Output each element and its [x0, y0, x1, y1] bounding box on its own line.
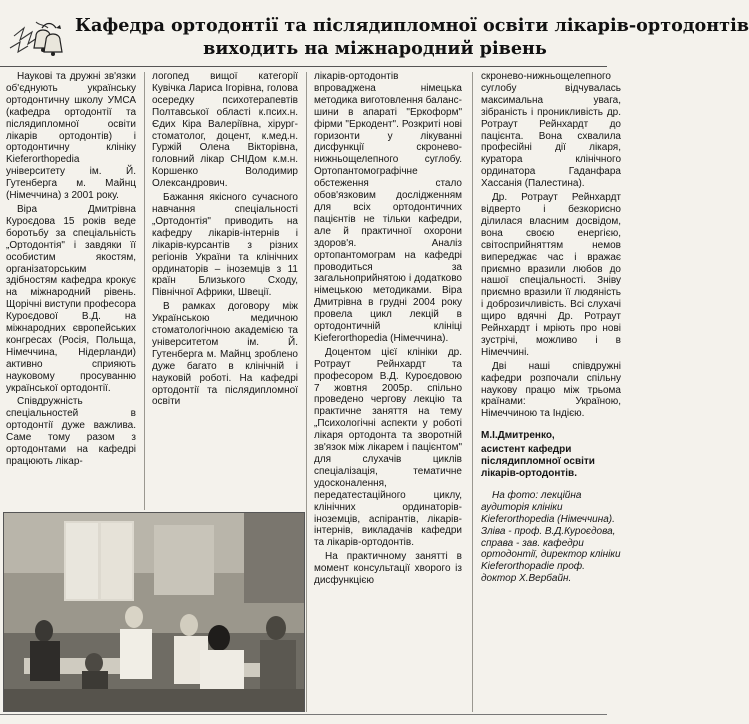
article-headline [75, 14, 749, 60]
paragraph: лікарів-ортодонтів впроваджена німецька методика виготовлення баланс-шини в апараті "Еркоформ" фірми "Еркодент". Розкриті нові горизонти у лікуванні дисфункції скронево-нижньощелепного суглобу. Ортопантомографічне обстеження стало обов'язковим дослідженням для всіх ортодонтичних пацієнтів не тільки кафедри, але й практичної охорони здоров'я. Аналіз ортопантомограм на кафедрі проводиться за загальноприйнятою і додатково німецькою методиками. Віра Дмитрівна в грудні 2004 року провела цикл лекцій в ортодонтичній клініці Kieferorthopedia (Німеччина). [314, 71, 462, 344]
column-divider [472, 72, 473, 712]
article-column-3 [314, 71, 462, 716]
paragraph: Дві наші співдружні кафедри розпочали спільну наукову працю між трьома країнами: Україною, Німеччиною та Індією. [481, 360, 621, 420]
caption-text: На фото: лекційна аудиторія клініки Kieferorthopedia (Німеччина). Зліва - проф. В.Д.Куроєдова, справа - зав. кафедри ортодонтії, директор клініки Kieferorthopadie проф. доктор Х.Вербайн. [481, 489, 621, 585]
author-name: М.І.Дмитренко, [481, 430, 555, 442]
article-column-4 [481, 71, 621, 585]
paragraph: логопед вищої категорії Кувічка Лариса Ігорівна, голова осередку психотерапевтів Полтавської області к.псих.н. Єдих Кіра Валеріївна, хірург-стоматолог, доцент, к.мед.н. Гуржій Олена Вікторівна, головний лікар СНІДом к.м.н. Коршенко Володимир Олександрович. [152, 71, 298, 190]
paragraph: Наукові та дружні зв'язки об'єднують українську ортодонтичну школу УМСА (кафедра ортодонтії та післядипломної освіти лікарів ортодонтів) і ортодонтичну клініку Kieferorthopedia університету ім. Й. Гутенберга м. Майнц (Німеччина) з 2001 року. [6, 71, 136, 202]
paragraph: На практичному занятті в момент консультації хворого із дисфункцією [314, 551, 462, 587]
christmas-bells-icon [6, 14, 70, 70]
paragraph: Доцентом цієї клініки др. Ротраут Рейнхардт та професором В.Д. Куроєдовою 7 жовтня 2005р. спільно проведено чергову лекцію та практичне заняття на тему „Психологічні аспекти у роботі лікаря ортодонта та зворотній зв'язок між лікарем і пацієнтом" для слухачів циклів спеціалізація, тематичне удосконалення, передатестаційного циклу, клінічних ординаторів-іноземців, аспірантів, лікарів-інтернів, викладачів кафедри та лікарів-ортодонтів. [314, 346, 462, 549]
headline-line-1: Кафедра ортодонтії та післядипломної освіти лікарів-ортодонтів [75, 15, 749, 36]
photo-caption [481, 490, 621, 585]
article-column-1 [6, 71, 136, 511]
paragraph: Бажання якісного сучасного навчання спеціальності „Ортодонтія" приводить на кафедру лікарів-інтернів і лікарів-курсантів з різних регіонів України та клінічних ординаторів – іноземців з 11 країн Близького Сходу, Північної Африки, Швеції. [152, 192, 298, 299]
author-role: асистент кафедри післядипломної освіти лікарів-ортодонтів. [481, 444, 595, 479]
paragraph: Віра Дмитрівна Куроєдова 15 років веде боротьбу за спеціальність „Ортодонтія" і завдяки її особистим якостям, організаторським здібностям кафедра крокує на міжнародний рівень. Щорічні виступи професора Куроєдової В.Д. на міжнародних європейських конгресах (Росія, Польща, Німеччина, Нідерланди) активно сприяють науковому просуванню української ортодонтії. [6, 203, 136, 394]
paragraph: В рамках договору між Українською медичною стоматологічною академією та університетом ім. Й. Гутенберга м. Майнц зроблено дуже багато в клінічній і науковій роботі. На кафедрі ортодонтії та післядипломної освіти [152, 301, 298, 408]
author-signature [481, 430, 621, 480]
paragraph: Др. Ротраут Рейнхардт відверто і безкорисно ділилася власним досвідом, вона своєю енергією, світосприйняттям немов випереджає час і вражає приємно вразили любов до нашої спеціальності. Зніву приємно вразили її людяність і доброзичливість. Всі слухачі щиро вдячні Др. Ротраут Рейнхардт і мріють про нові зустрічі, можливо і в Німеччині. [481, 192, 621, 358]
article-column-2 [152, 71, 298, 511]
lecture-photo [3, 512, 305, 712]
column-divider [306, 72, 307, 712]
bottom-rule [0, 714, 607, 715]
paragraph: Співдружність спеціальностей в ортодонтії дуже важлива. Саме тому разом з ортодонтами на кафедрі працюють лікар- [6, 396, 136, 467]
column-divider [144, 72, 145, 510]
headline-line-2: виходить на міжнародний рівень [203, 38, 547, 59]
paragraph: скронево-нижньощелепного суглобу відчувалась максимальна увага, зібраність і проникливість др. Ротраут Рейнхардт до пацієнта. Вона схвалила професійні дії лікаря, куратора клінічного ординатора Гаданфара Хассанія (Палестина). [481, 71, 621, 190]
header-rule [0, 66, 607, 67]
